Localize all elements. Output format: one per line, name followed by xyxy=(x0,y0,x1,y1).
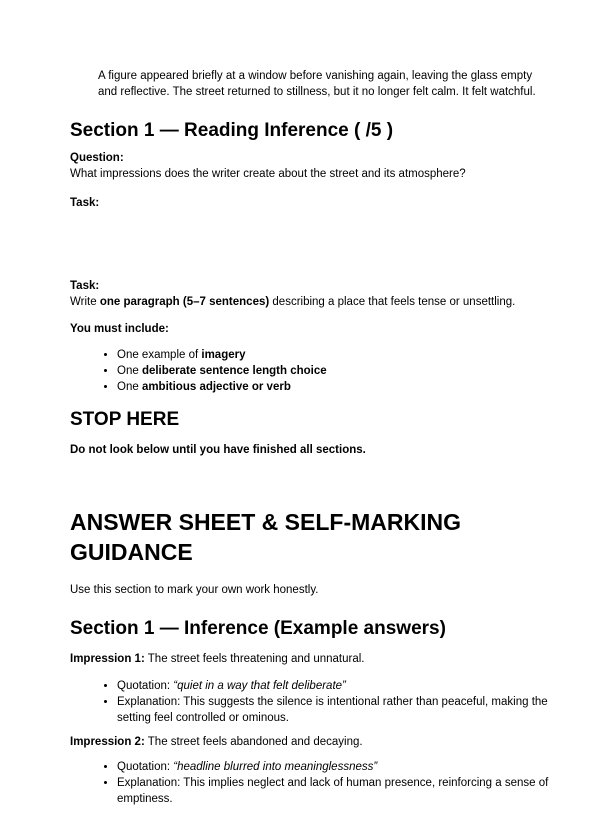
task2-instruction xyxy=(70,294,550,310)
impression-1-statement: The street feels threatening and unnatural. xyxy=(144,653,365,665)
task2-label: Task: xyxy=(70,280,100,292)
task2-run-bold: one paragraph (5–7 sentences) xyxy=(99,296,270,308)
requirement-text: One example of xyxy=(117,349,202,361)
quotation-label: Quotation: xyxy=(117,680,174,692)
requirement-bold: imagery xyxy=(201,349,246,361)
requirements-list xyxy=(70,347,550,395)
quotation-text: “headline blurred into meaninglessness” xyxy=(173,761,378,773)
quotation-item xyxy=(117,759,550,775)
must-include-label: You must include: xyxy=(70,323,169,335)
requirement-item xyxy=(117,347,550,363)
task2-block xyxy=(70,278,550,310)
requirement-text: One xyxy=(117,365,142,377)
task2-run-regular-2: describing a place that feels tense or unsettling. xyxy=(269,296,516,308)
requirement-item xyxy=(117,379,550,395)
stop-here-heading: STOP HERE xyxy=(70,409,180,430)
impression-1-details xyxy=(70,678,550,726)
quotation-item xyxy=(117,678,550,694)
explanation-label: Explanation: xyxy=(117,777,184,789)
task1-label: Task: xyxy=(70,197,100,209)
task1-block xyxy=(70,195,550,211)
question-text: What impressions does the writer create about the street and its atmosphere? xyxy=(70,168,466,180)
stop-warning-text: Do not look below until you have finished all sections. xyxy=(70,444,366,456)
passage-paragraph: A figure appeared briefly at a window before vanishing again, leaving the glass empty and reflective. The street returned to stillness, but it no longer felt calm. It felt watchful. xyxy=(98,70,536,98)
question-block xyxy=(70,150,550,182)
explanation-item xyxy=(117,694,550,726)
requirement-item xyxy=(117,363,550,379)
question-label: Question: xyxy=(70,152,124,164)
impression-2-statement: The street feels abandoned and decaying. xyxy=(144,736,363,748)
impression-1-label: Impression 1: xyxy=(70,653,145,665)
quotation-text: “quiet in a way that felt deliberate” xyxy=(173,680,346,692)
impression-2-label: Impression 2: xyxy=(70,736,145,748)
explanation-text: This implies neglect and lack of human presence, reinforcing a sense of emptiness. xyxy=(117,777,549,805)
answer-sheet-title: ANSWER SHEET & SELF-MARKING GUIDANCE xyxy=(70,509,461,565)
explanation-text: This suggests the silence is intentional rather than peaceful, making the setting feel controlled or ominous. xyxy=(117,696,548,724)
quotation-label: Quotation: xyxy=(117,761,174,773)
requirement-bold: deliberate sentence length choice xyxy=(141,365,327,377)
requirement-bold: ambitious adjective or verb xyxy=(141,381,291,393)
answer-sheet-intro: Use this section to mark your own work honestly. xyxy=(70,584,319,596)
impression-2-line xyxy=(70,734,550,750)
answers-section-heading: Section 1 — Inference (Example answers) xyxy=(70,618,446,639)
impression-2-details xyxy=(70,759,550,807)
explanation-item xyxy=(117,775,550,807)
task2-run-regular: Write xyxy=(70,296,100,308)
section1-heading: Section 1 — Reading Inference ( /5 ) xyxy=(70,120,394,141)
explanation-label: Explanation: xyxy=(117,696,184,708)
impression-1-line xyxy=(70,651,550,667)
requirement-text: One xyxy=(117,381,142,393)
